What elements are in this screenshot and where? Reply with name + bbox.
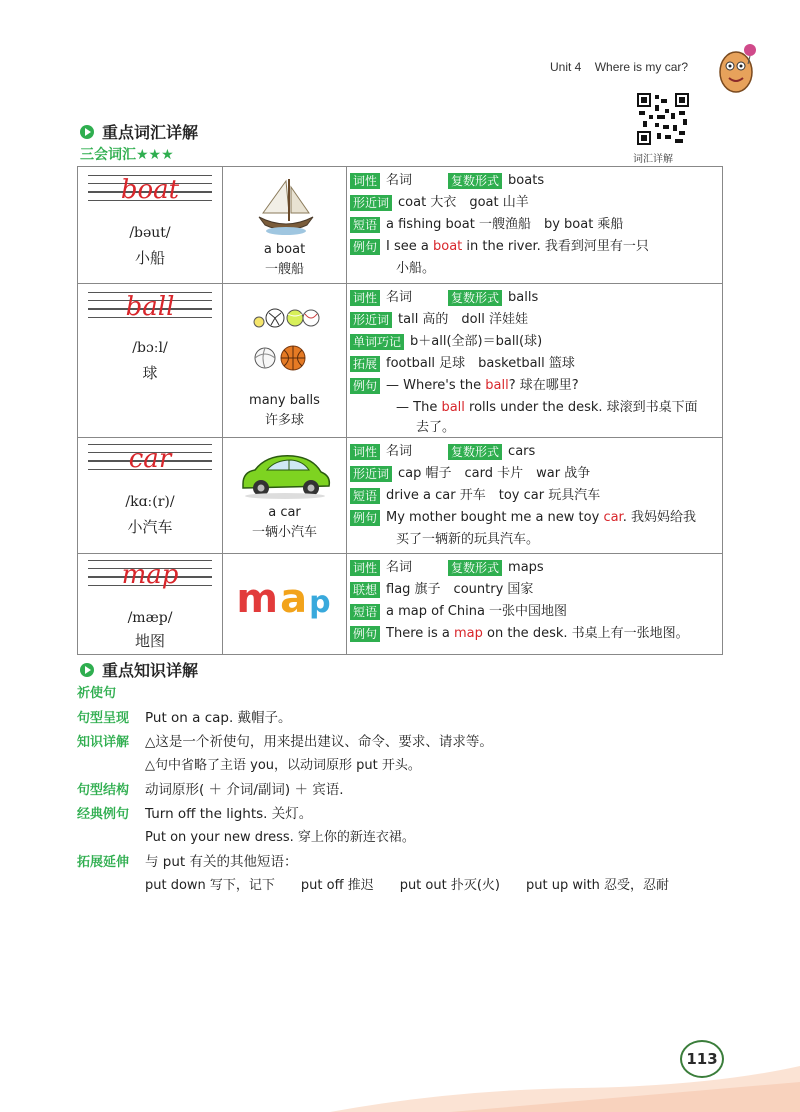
example-highlight: car (603, 510, 623, 525)
knowledge-line: Put on your new dress. 穿上你的新连衣裙。 (145, 830, 415, 845)
map-letters-illustration (229, 576, 340, 622)
assoc-tag: 联想 (350, 582, 380, 598)
example-highlight: map (454, 626, 483, 641)
word-cell (78, 438, 223, 554)
knowledge-label: 句型呈现 (77, 711, 130, 726)
plural-value: boats (508, 173, 545, 188)
similar-tag: 形近词 (350, 195, 392, 211)
table-row (78, 554, 723, 655)
word-meaning: 小汽车 (127, 518, 173, 536)
example-tag: 例句 (350, 378, 380, 394)
pos-value: 名词 (386, 173, 413, 188)
picture-caption-cn: 许多球 (264, 413, 304, 428)
knowledge-label: 拓展延伸 (77, 855, 130, 870)
letter-m: m (236, 576, 281, 622)
table-row (78, 438, 723, 554)
detail-cell (347, 438, 723, 554)
phrase-tag: 短语 (350, 217, 380, 233)
picture-caption-en: a boat (263, 242, 306, 257)
car-illustration-icon (237, 450, 333, 500)
picture-cell (223, 438, 347, 554)
vocab-table (77, 166, 723, 655)
similar-tag: 形近词 (350, 312, 392, 328)
similar-value: tall 高的 doll 洋娃娃 (398, 312, 528, 327)
example-text: — The (396, 400, 442, 415)
plural-value: maps (508, 560, 544, 575)
phrase-tag: 短语 (350, 604, 380, 620)
knowledge-topic: 祈使句 (77, 686, 117, 701)
picture-caption-en: a car (268, 505, 301, 520)
qr-code-icon[interactable] (637, 93, 689, 145)
unit-title: Where is my car? (594, 60, 689, 74)
plural-tag: 复数形式 (448, 560, 502, 576)
vocab-section-title (80, 120, 198, 143)
knowledge-item (77, 706, 292, 726)
plural-value: balls (508, 290, 539, 305)
pos-tag: 词性 (350, 560, 380, 576)
word-handwritten: boat (120, 175, 180, 205)
detail-cell (347, 284, 723, 438)
example-text: ? 球在哪里? (508, 378, 579, 393)
pos-value: 名词 (386, 444, 413, 459)
qr-caption: 词汇详解 (633, 154, 673, 165)
knowledge-line: △这是一个祈使句，用来提出建议、命令、要求、请求等。 (145, 734, 493, 750)
letter-p: p (309, 585, 333, 620)
pos-tag: 词性 (350, 444, 380, 460)
picture-cell (223, 284, 347, 438)
phrase-value: a map of China 一张中国地图 (386, 604, 568, 619)
trick-tag: 单词巧记 (350, 334, 404, 350)
knowledge-line: △句中省略了主语 you，以动词原形 put 开头。 (145, 758, 421, 773)
similar-value: coat 大衣 goat 山羊 (398, 195, 529, 210)
detail-cell (347, 554, 723, 655)
example-highlight: boat (432, 239, 463, 254)
example-text: There is a (386, 626, 454, 641)
phrase-tag: 短语 (350, 488, 380, 504)
pos-tag: 词性 (350, 173, 380, 189)
running-header (550, 60, 688, 74)
knowledge-label: 知识详解 (77, 735, 130, 750)
knowledge-label: 经典例句 (77, 807, 130, 822)
plural-value: cars (508, 444, 536, 459)
similar-value: cap 帽子 card 卡片 war 战争 (398, 466, 591, 481)
example-highlight: ball (485, 378, 509, 393)
knowledge-line: put down 写下，记下 put off 推迟 put out 扑灭(火) put up with 忍受，忍耐 (145, 878, 670, 893)
example-text: in the river. 我看到河里有一只 (462, 239, 649, 254)
word-phonetic: /mæp/ (127, 610, 173, 626)
plural-tag: 复数形式 (448, 290, 502, 306)
picture-caption-cn: 一辆小汽车 (251, 525, 317, 540)
letter-a: a (280, 576, 310, 622)
page-number: 113 (680, 1040, 724, 1078)
knowledge-line: 动词原形( ＋ 介词/副词) ＋ 宾语. (145, 782, 344, 798)
example-highlight: ball (441, 400, 465, 415)
example-continuation: 买了一辆新的玩具汽车。 (396, 532, 540, 547)
knowledge-item (77, 730, 493, 750)
extend-value: football 足球 basketball 篮球 (386, 356, 575, 371)
knowledge-line: Turn off the lights. 关灯。 (145, 806, 313, 822)
knowledge-section-title (80, 658, 198, 681)
word-handwritten: car (128, 444, 172, 474)
example-continuation: 去了。 (416, 420, 456, 435)
play-icon (80, 125, 94, 139)
table-row (78, 284, 723, 438)
word-handwritten: ball (125, 292, 175, 322)
word-phonetic: /kɑː(r)/ (125, 494, 175, 510)
trick-value: b＋all(全部)＝ball(球) (410, 334, 543, 349)
word-phonetic: /bɔːl/ (132, 340, 168, 356)
example-text: — Where's the (386, 378, 486, 393)
picture-cell (223, 554, 347, 655)
play-icon (80, 663, 94, 677)
star-rating: ★★★ (136, 147, 174, 163)
pos-value: 名词 (386, 560, 413, 575)
example-tag: 例句 (350, 239, 380, 255)
knowledge-item (77, 850, 298, 870)
knowledge-section-heading: 重点知识详解 (102, 661, 199, 680)
detail-cell (347, 167, 723, 284)
word-handwritten: map (121, 560, 179, 590)
footer-wave-decoration (330, 1060, 800, 1112)
picture-cell (223, 167, 347, 284)
knowledge-line: 与 put 有关的其他短语： (145, 854, 298, 870)
word-cell (78, 167, 223, 284)
example-tag: 例句 (350, 510, 380, 526)
boat-illustration-icon (253, 173, 319, 239)
vocab-section-heading: 重点词汇详解 (102, 123, 199, 142)
example-continuation: 小船。 (396, 261, 436, 276)
example-text: My mother bought me a new toy (386, 510, 604, 525)
knowledge-label: 句型结构 (77, 783, 130, 798)
plural-tag: 复数形式 (448, 173, 502, 189)
knowledge-line: Put on a cap. 戴帽子。 (145, 710, 292, 726)
extend-tag: 拓展 (350, 356, 380, 372)
vocab-subtitle-text: 三会词汇 (80, 147, 136, 163)
word-cell (78, 554, 223, 655)
unit-label: Unit 4 (550, 60, 582, 74)
word-meaning: 球 (142, 364, 158, 382)
balls-illustration-icon (251, 304, 321, 374)
word-meaning: 地图 (134, 632, 165, 650)
example-text: . 我妈妈给我 (622, 510, 696, 525)
table-row (78, 167, 723, 284)
plural-tag: 复数形式 (448, 444, 502, 460)
knowledge-item (77, 778, 344, 798)
mascot-icon (712, 40, 760, 100)
example-text: on the desk. 书桌上有一张地图。 (482, 626, 689, 641)
phrase-value: a fishing boat 一艘渔船 by boat 乘船 (386, 217, 624, 232)
example-tag: 例句 (350, 626, 380, 642)
word-cell (78, 284, 223, 438)
pos-tag: 词性 (350, 290, 380, 306)
word-meaning: 小船 (134, 249, 165, 267)
similar-tag: 形近词 (350, 466, 392, 482)
pos-value: 名词 (386, 290, 413, 305)
picture-caption-en: many balls (249, 393, 320, 408)
phrase-value: drive a car 开车 toy car 玩具汽车 (386, 488, 601, 503)
knowledge-item (77, 802, 312, 822)
example-text: I see a (386, 239, 433, 254)
vocab-subtitle (80, 144, 174, 164)
word-phonetic: /bəut/ (129, 225, 171, 241)
assoc-value: flag 旗子 country 国家 (386, 582, 534, 597)
picture-caption-cn: 一艘船 (264, 262, 304, 277)
example-text: rolls under the desk. 球滚到书桌下面 (464, 400, 698, 415)
